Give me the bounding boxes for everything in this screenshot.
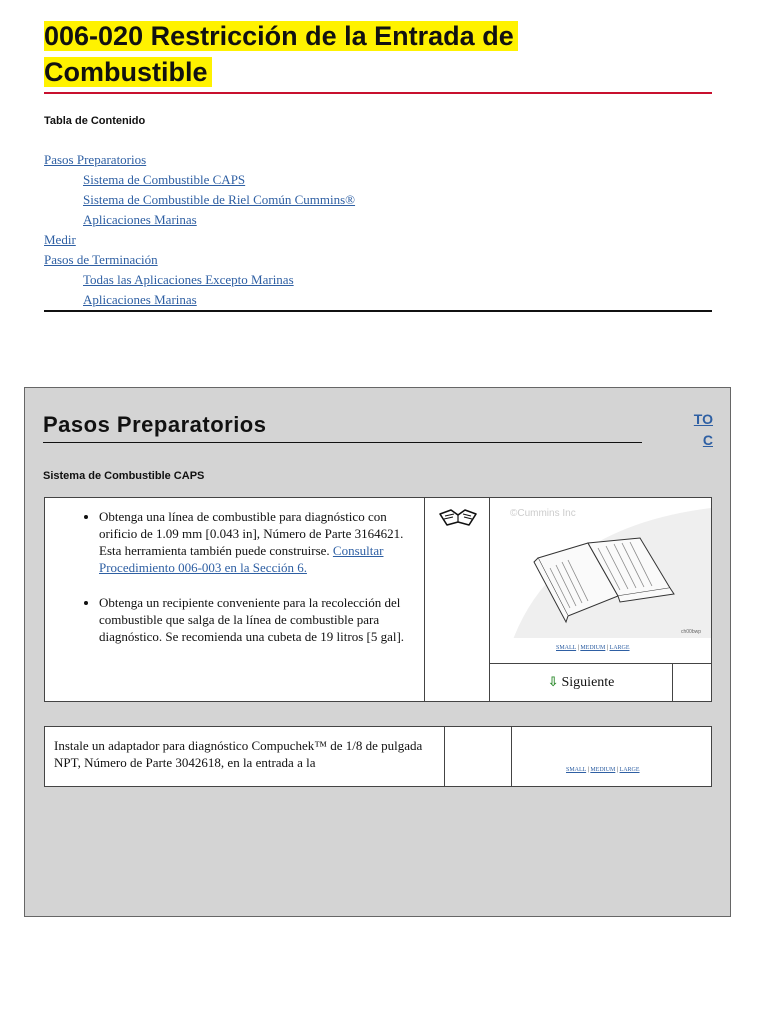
toc-link-medir[interactable]: Medir: [44, 232, 76, 247]
toc-link-excepto-marinas[interactable]: Todas las Aplicaciones Excepto Marinas: [83, 272, 294, 287]
table-of-contents: [44, 150, 712, 310]
page-title-line-2: Combustible: [44, 57, 212, 87]
step-2-size-large-link[interactable]: LARGE: [619, 767, 640, 773]
step-1-bullet-2: [99, 594, 416, 645]
toc-heading: Tabla de Contenido: [44, 115, 146, 127]
step-2-size-medium-link[interactable]: MEDIUM: [590, 767, 616, 773]
toc-link-pasos-terminacion[interactable]: Pasos de Terminación: [44, 252, 158, 267]
step-2-size-small-link[interactable]: SMALL: [566, 767, 587, 773]
manual-book-icon: [425, 498, 490, 701]
page-title-line-1: 006-020 Restricción de la Entrada de: [44, 21, 518, 51]
toc-link-aplicaciones-marinas[interactable]: Aplicaciones Marinas: [83, 212, 197, 227]
image-size-links: SMALL | MEDIUM | LARGE: [556, 645, 630, 651]
step-2-instructions: Instale un adaptador para diagnóstico Compuchek™ de 1/8 de pulgada NPT, Número de Parte 3042618, en la entrada a la: [45, 727, 445, 786]
step-1-bullet-1: [99, 508, 416, 576]
title-divider: [44, 92, 712, 94]
step-1-bullet-1-text: Obtenga una línea de combustible para diagnóstico con orificio de 1.09 mm [0.043 in], Número de Parte 3164621. Esta herramienta también puede construirse.: [99, 509, 404, 558]
step-2-icon-cell: [445, 727, 512, 786]
down-arrow-icon: ⇩: [547, 675, 559, 690]
section-title: Pasos Preparatorios: [43, 412, 267, 437]
size-large-link[interactable]: LARGE: [609, 645, 630, 651]
page-title: [44, 18, 712, 90]
subsection-heading: Sistema de Combustible CAPS: [43, 470, 205, 482]
step-table-1: [44, 497, 712, 702]
next-step-label: Siguiente: [561, 674, 615, 690]
step-2-image-size-links: SMALL | MEDIUM | LARGE: [566, 767, 640, 773]
next-step-button[interactable]: [490, 664, 673, 701]
toc-link-aplicaciones-marinas-2[interactable]: Aplicaciones Marinas: [83, 292, 197, 307]
section-title-underline: [43, 442, 642, 443]
book-illustration: [490, 498, 711, 664]
step-1-instructions: [45, 498, 425, 701]
step-1-bullet-2-text: Obtenga un recipiente conveniente para la recolección del combustible que salga de la línea de combustible para diagnóstico. Se recomienda una cubeta de 19 litros [5 gal].: [99, 595, 405, 644]
step-table-2: [44, 726, 712, 787]
toc-link-pasos-preparatorios[interactable]: Pasos Preparatorios: [44, 152, 147, 167]
toc-divider: [44, 310, 712, 312]
procedure-reference-link[interactable]: Consultar Procedimiento 006-003 en la Sección 6.: [99, 543, 384, 575]
toc-back-link[interactable]: TOC: [693, 411, 713, 448]
toc-link-riel-comun[interactable]: Sistema de Combustible de Riel Común Cummins®: [83, 192, 356, 207]
size-small-link[interactable]: SMALL: [556, 645, 577, 651]
size-medium-link[interactable]: MEDIUM: [580, 645, 606, 651]
image-id: ch00bwp: [680, 629, 701, 635]
toc-link-sistema-caps[interactable]: Sistema de Combustible CAPS: [83, 172, 246, 187]
copyright-watermark: ©Cummins Inc: [510, 508, 576, 519]
